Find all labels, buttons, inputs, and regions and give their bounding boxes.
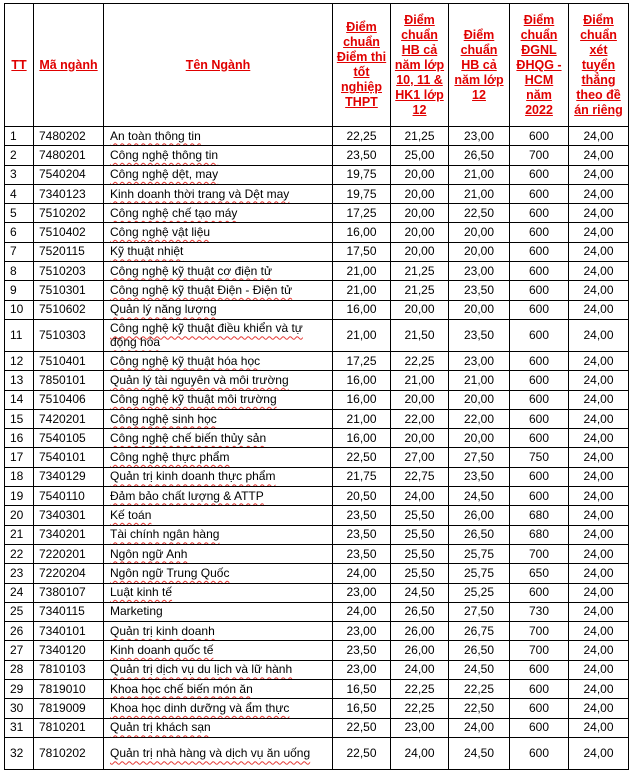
cell-hb-lop12: 21,00	[449, 184, 510, 203]
cell-tt: 8	[5, 262, 34, 281]
cell-thpt: 22,50	[333, 718, 391, 737]
cell-ma-nganh: 7480201	[34, 146, 104, 165]
cell-thpt: 16,00	[333, 429, 391, 448]
cell-thpt: 22,25	[333, 127, 391, 146]
cell-dgnl: 680	[510, 506, 569, 525]
cell-hb-lop12: 20,00	[449, 300, 510, 319]
cell-hb-lop12: 20,00	[449, 429, 510, 448]
cell-tt: 5	[5, 204, 34, 223]
cell-ten-nganh: Công nghệ sinh học	[104, 409, 333, 428]
cell-xet-thang: 24,00	[569, 641, 629, 660]
cell-xet-thang: 24,00	[569, 680, 629, 699]
table-row	[5, 583, 629, 602]
header-ten-nganh: Tên Ngành	[104, 4, 333, 127]
cell-dgnl: 600	[510, 127, 569, 146]
cell-tt: 31	[5, 718, 34, 737]
header-ma-nganh: Mã ngành	[34, 4, 104, 127]
cell-hb-lop12: 26,75	[449, 622, 510, 641]
cell-ten-nganh: An toàn thông tin	[104, 127, 333, 146]
cell-thpt: 21,00	[333, 262, 391, 281]
cell-hb-lop12: 26,50	[449, 641, 510, 660]
cell-ten-nganh: Quản lý năng lượng	[104, 300, 333, 319]
cell-ten-nganh: Ngôn ngữ Anh	[104, 544, 333, 563]
cell-tt: 18	[5, 467, 34, 486]
cell-ten-nganh: Quản trị dịch vụ du lịch và lữ hành	[104, 660, 333, 679]
cell-hb-3nam: 20,00	[391, 223, 449, 242]
cell-hb-lop12: 24,50	[449, 487, 510, 506]
cell-ten-nganh: Khoa học chế biến món ăn	[104, 680, 333, 699]
cell-hb-lop12: 20,00	[449, 390, 510, 409]
cell-ten-nganh: Khoa học dinh dưỡng và ẩm thực	[104, 699, 333, 718]
table-row	[5, 525, 629, 544]
cell-tt: 16	[5, 429, 34, 448]
cell-hb-3nam: 25,50	[391, 544, 449, 563]
cell-dgnl: 700	[510, 146, 569, 165]
cell-ten-nganh: Kỹ thuật nhiệt	[104, 242, 333, 261]
cell-tt: 22	[5, 544, 34, 563]
cell-thpt: 23,50	[333, 525, 391, 544]
cell-tt: 26	[5, 622, 34, 641]
cell-ten-nganh: Công nghệ thực phẩm	[104, 448, 333, 467]
cell-tt: 24	[5, 583, 34, 602]
cell-hb-lop12: 23,00	[449, 127, 510, 146]
cell-tt: 14	[5, 390, 34, 409]
cell-ma-nganh: 7340101	[34, 622, 104, 641]
table-row	[5, 165, 629, 184]
cell-ma-nganh: 7540110	[34, 487, 104, 506]
cell-hb-3nam: 21,25	[391, 281, 449, 300]
table-row	[5, 409, 629, 428]
cell-ma-nganh: 7510401	[34, 351, 104, 370]
cell-ten-nganh: Kinh doanh thời trang và Dệt may	[104, 184, 333, 203]
cell-hb-3nam: 20,00	[391, 242, 449, 261]
cell-ma-nganh: 7340120	[34, 641, 104, 660]
cell-xet-thang: 24,00	[569, 351, 629, 370]
cell-ma-nganh: 7510303	[34, 319, 104, 351]
cell-ma-nganh: 7810103	[34, 660, 104, 679]
cell-dgnl: 600	[510, 699, 569, 718]
cell-dgnl: 730	[510, 602, 569, 621]
cell-xet-thang: 24,00	[569, 281, 629, 300]
cell-ten-nganh: Công nghệ kỹ thuật môi trường	[104, 390, 333, 409]
cell-ma-nganh: 7480202	[34, 127, 104, 146]
cell-tt: 7	[5, 242, 34, 261]
cell-dgnl: 600	[510, 583, 569, 602]
cell-dgnl: 600	[510, 184, 569, 203]
cell-thpt: 23,50	[333, 146, 391, 165]
cell-dgnl: 750	[510, 448, 569, 467]
cell-ten-nganh: Quản trị khách sạn	[104, 718, 333, 737]
cell-ma-nganh: 7340301	[34, 506, 104, 525]
cell-ten-nganh: Tài chính ngân hàng	[104, 525, 333, 544]
cell-thpt: 21,00	[333, 319, 391, 351]
cell-thpt: 16,50	[333, 680, 391, 699]
cell-xet-thang: 24,00	[569, 487, 629, 506]
cell-ten-nganh: Kế toán	[104, 506, 333, 525]
cell-hb-3nam: 25,50	[391, 564, 449, 583]
cell-dgnl: 600	[510, 300, 569, 319]
cell-ma-nganh: 7810202	[34, 737, 104, 769]
cell-hb-3nam: 26,50	[391, 602, 449, 621]
cell-hb-lop12: 27,50	[449, 448, 510, 467]
cell-hb-lop12: 24,00	[449, 718, 510, 737]
cell-hb-lop12: 26,50	[449, 525, 510, 544]
cell-hb-lop12: 21,00	[449, 165, 510, 184]
cell-xet-thang: 24,00	[569, 319, 629, 351]
cell-xet-thang: 24,00	[569, 184, 629, 203]
cell-ten-nganh: Quản lý tài nguyên và môi trường	[104, 371, 333, 390]
cell-xet-thang: 24,00	[569, 146, 629, 165]
cell-xet-thang: 24,00	[569, 737, 629, 769]
cell-ten-nganh: Ngôn ngữ Trung Quốc	[104, 564, 333, 583]
cell-thpt: 23,00	[333, 660, 391, 679]
cell-ten-nganh: Luật kinh tế	[104, 583, 333, 602]
table-row	[5, 184, 629, 203]
cell-ma-nganh: 7220204	[34, 564, 104, 583]
cell-ten-nganh: Marketing	[104, 602, 333, 621]
cell-hb-lop12: 25,75	[449, 564, 510, 583]
cell-thpt: 16,00	[333, 371, 391, 390]
cell-xet-thang: 24,00	[569, 223, 629, 242]
cell-thpt: 23,00	[333, 583, 391, 602]
cell-dgnl: 600	[510, 319, 569, 351]
cell-thpt: 17,25	[333, 351, 391, 370]
cell-ma-nganh: 7510602	[34, 300, 104, 319]
cell-thpt: 23,50	[333, 506, 391, 525]
cell-xet-thang: 24,00	[569, 429, 629, 448]
cell-ma-nganh: 7819009	[34, 699, 104, 718]
cell-hb-3nam: 21,50	[391, 319, 449, 351]
cell-ma-nganh: 7510402	[34, 223, 104, 242]
header-xet-thang: Điểm chuẩn xét tuyển thẳng theo đề án riêng	[569, 4, 629, 127]
cell-ten-nganh: Công nghệ kỹ thuật Điện - Điện tử	[104, 281, 333, 300]
cell-xet-thang: 24,00	[569, 660, 629, 679]
cell-ma-nganh: 7340115	[34, 602, 104, 621]
cell-dgnl: 600	[510, 351, 569, 370]
cell-xet-thang: 24,00	[569, 262, 629, 281]
cell-hb-lop12: 26,00	[449, 506, 510, 525]
cell-tt: 20	[5, 506, 34, 525]
cell-dgnl: 600	[510, 429, 569, 448]
cell-hb-3nam: 24,00	[391, 737, 449, 769]
cell-hb-3nam: 22,25	[391, 351, 449, 370]
cell-hb-3nam: 22,75	[391, 467, 449, 486]
cell-dgnl: 600	[510, 718, 569, 737]
cell-hb-lop12: 23,00	[449, 262, 510, 281]
cell-hb-3nam: 23,00	[391, 718, 449, 737]
cell-xet-thang: 24,00	[569, 602, 629, 621]
cell-ma-nganh: 7510203	[34, 262, 104, 281]
cell-thpt: 23,50	[333, 544, 391, 563]
cell-hb-lop12: 22,50	[449, 699, 510, 718]
cell-tt: 9	[5, 281, 34, 300]
table-row	[5, 146, 629, 165]
cell-ma-nganh: 7510301	[34, 281, 104, 300]
cell-tt: 32	[5, 737, 34, 769]
cell-ma-nganh: 7510406	[34, 390, 104, 409]
cell-xet-thang: 24,00	[569, 371, 629, 390]
cell-ma-nganh: 7540105	[34, 429, 104, 448]
cell-hb-lop12: 27,50	[449, 602, 510, 621]
cell-thpt: 21,00	[333, 281, 391, 300]
cell-ma-nganh: 7340123	[34, 184, 104, 203]
table-row	[5, 544, 629, 563]
cell-hb-3nam: 26,00	[391, 641, 449, 660]
cell-tt: 30	[5, 699, 34, 718]
cell-xet-thang: 24,00	[569, 622, 629, 641]
cell-ma-nganh: 7520115	[34, 242, 104, 261]
table-row	[5, 242, 629, 261]
cell-xet-thang: 24,00	[569, 718, 629, 737]
table-row	[5, 448, 629, 467]
cell-ten-nganh: Công nghệ kỹ thuật hóa học	[104, 351, 333, 370]
table-row	[5, 564, 629, 583]
cell-tt: 3	[5, 165, 34, 184]
cell-xet-thang: 24,00	[569, 699, 629, 718]
cell-thpt: 23,50	[333, 641, 391, 660]
cell-hb-3nam: 20,00	[391, 390, 449, 409]
cell-xet-thang: 24,00	[569, 300, 629, 319]
cell-thpt: 16,00	[333, 223, 391, 242]
cell-xet-thang: 24,00	[569, 583, 629, 602]
table-row	[5, 371, 629, 390]
cell-dgnl: 600	[510, 680, 569, 699]
cell-dgnl: 600	[510, 371, 569, 390]
table-row	[5, 487, 629, 506]
cell-hb-lop12: 22,25	[449, 680, 510, 699]
cell-ma-nganh: 7810201	[34, 718, 104, 737]
cell-thpt: 20,50	[333, 487, 391, 506]
cell-hb-3nam: 21,25	[391, 262, 449, 281]
cell-tt: 2	[5, 146, 34, 165]
cell-ten-nganh: Đảm bảo chất lượng & ATTP	[104, 487, 333, 506]
cell-tt: 10	[5, 300, 34, 319]
cell-thpt: 22,50	[333, 448, 391, 467]
cell-thpt: 22,50	[333, 737, 391, 769]
cell-dgnl: 600	[510, 660, 569, 679]
cell-tt: 23	[5, 564, 34, 583]
cell-ma-nganh: 7850101	[34, 371, 104, 390]
cell-hb-3nam: 27,00	[391, 448, 449, 467]
header-row	[5, 4, 629, 127]
cell-dgnl: 700	[510, 622, 569, 641]
cell-ten-nganh: Quản trị kinh doanh	[104, 622, 333, 641]
cell-tt: 29	[5, 680, 34, 699]
table-row	[5, 737, 629, 769]
cell-ma-nganh: 7540101	[34, 448, 104, 467]
cell-dgnl: 680	[510, 525, 569, 544]
header-tt: TT	[5, 4, 34, 127]
cell-tt: 27	[5, 641, 34, 660]
cell-hb-3nam: 20,00	[391, 300, 449, 319]
cell-ten-nganh: Công nghệ vật liệu	[104, 223, 333, 242]
cell-ma-nganh: 7510202	[34, 204, 104, 223]
cell-ten-nganh: Công nghệ kỹ thuật điều khiển và tự động hóa	[104, 319, 333, 351]
cell-hb-lop12: 24,50	[449, 737, 510, 769]
cell-tt: 21	[5, 525, 34, 544]
cell-dgnl: 700	[510, 641, 569, 660]
table-row	[5, 319, 629, 351]
cell-thpt: 16,50	[333, 699, 391, 718]
cell-ma-nganh: 7220201	[34, 544, 104, 563]
cell-xet-thang: 24,00	[569, 467, 629, 486]
cell-dgnl: 600	[510, 262, 569, 281]
cell-tt: 12	[5, 351, 34, 370]
cell-hb-3nam: 24,50	[391, 583, 449, 602]
cell-hb-3nam: 25,50	[391, 525, 449, 544]
cell-dgnl: 600	[510, 204, 569, 223]
table-row	[5, 429, 629, 448]
cell-tt: 13	[5, 371, 34, 390]
cell-xet-thang: 24,00	[569, 448, 629, 467]
cell-hb-lop12: 23,50	[449, 467, 510, 486]
cell-thpt: 16,00	[333, 300, 391, 319]
table-row	[5, 300, 629, 319]
cell-hb-3nam: 25,50	[391, 506, 449, 525]
admission-scores-table	[4, 3, 629, 770]
cell-xet-thang: 24,00	[569, 242, 629, 261]
table-row	[5, 467, 629, 486]
cell-thpt: 19,75	[333, 184, 391, 203]
cell-dgnl: 600	[510, 223, 569, 242]
cell-hb-3nam: 20,00	[391, 204, 449, 223]
cell-tt: 1	[5, 127, 34, 146]
cell-ten-nganh: Kinh doanh quốc tế	[104, 641, 333, 660]
cell-tt: 6	[5, 223, 34, 242]
cell-ma-nganh: 7420201	[34, 409, 104, 428]
cell-tt: 28	[5, 660, 34, 679]
cell-hb-3nam: 22,25	[391, 680, 449, 699]
cell-hb-lop12: 25,25	[449, 583, 510, 602]
cell-ma-nganh: 7540204	[34, 165, 104, 184]
cell-dgnl: 600	[510, 165, 569, 184]
cell-hb-lop12: 25,75	[449, 544, 510, 563]
cell-xet-thang: 24,00	[569, 165, 629, 184]
cell-thpt: 19,75	[333, 165, 391, 184]
cell-hb-3nam: 20,00	[391, 165, 449, 184]
cell-hb-3nam: 20,00	[391, 429, 449, 448]
header-hb-lop12: Điểm chuẩn HB cả năm lớp 12	[449, 4, 510, 127]
cell-hb-lop12: 22,00	[449, 409, 510, 428]
cell-hb-lop12: 23,50	[449, 281, 510, 300]
table-row	[5, 390, 629, 409]
cell-xet-thang: 24,00	[569, 409, 629, 428]
cell-ten-nganh: Quản trị kinh doanh thực phẩm	[104, 467, 333, 486]
cell-hb-lop12: 20,00	[449, 242, 510, 261]
cell-dgnl: 600	[510, 390, 569, 409]
table-body	[5, 127, 629, 770]
cell-thpt: 21,00	[333, 409, 391, 428]
table-row	[5, 204, 629, 223]
cell-ten-nganh: Công nghệ thông tin	[104, 146, 333, 165]
header-thpt: Điểm chuẩn Điểm thi tốt nghiệp THPT	[333, 4, 391, 127]
cell-ten-nganh: Công nghệ chế tạo máy	[104, 204, 333, 223]
cell-hb-lop12: 23,50	[449, 319, 510, 351]
cell-hb-3nam: 22,00	[391, 409, 449, 428]
cell-thpt: 24,00	[333, 564, 391, 583]
header-dgnl: Điểm chuẩn ĐGNL ĐHQG -HCM năm 2022	[510, 4, 569, 127]
cell-dgnl: 650	[510, 564, 569, 583]
table-row	[5, 506, 629, 525]
cell-xet-thang: 24,00	[569, 544, 629, 563]
cell-hb-3nam: 21,00	[391, 371, 449, 390]
cell-dgnl: 600	[510, 242, 569, 261]
cell-hb-lop12: 24,50	[449, 660, 510, 679]
table-row	[5, 699, 629, 718]
cell-ma-nganh: 7380107	[34, 583, 104, 602]
cell-xet-thang: 24,00	[569, 525, 629, 544]
table-row	[5, 622, 629, 641]
cell-xet-thang: 24,00	[569, 506, 629, 525]
cell-tt: 17	[5, 448, 34, 467]
cell-dgnl: 600	[510, 281, 569, 300]
table-row	[5, 281, 629, 300]
cell-dgnl: 600	[510, 467, 569, 486]
cell-hb-3nam: 24,00	[391, 660, 449, 679]
cell-thpt: 23,00	[333, 622, 391, 641]
cell-hb-lop12: 21,00	[449, 371, 510, 390]
cell-hb-3nam: 24,00	[391, 487, 449, 506]
cell-thpt: 24,00	[333, 602, 391, 621]
cell-ten-nganh: Công nghệ chế biến thủy sản	[104, 429, 333, 448]
cell-hb-lop12: 20,00	[449, 223, 510, 242]
cell-ten-nganh: Quản trị nhà hàng và dịch vụ ăn uống	[104, 737, 333, 769]
cell-xet-thang: 24,00	[569, 390, 629, 409]
cell-hb-3nam: 25,00	[391, 146, 449, 165]
cell-tt: 15	[5, 409, 34, 428]
cell-hb-3nam: 20,00	[391, 184, 449, 203]
cell-ten-nganh: Công nghệ kỹ thuật cơ điện tử	[104, 262, 333, 281]
cell-xet-thang: 24,00	[569, 204, 629, 223]
table-row	[5, 680, 629, 699]
cell-thpt: 17,25	[333, 204, 391, 223]
table-row	[5, 660, 629, 679]
cell-hb-3nam: 21,25	[391, 127, 449, 146]
cell-ma-nganh: 7340129	[34, 467, 104, 486]
cell-hb-lop12: 22,50	[449, 204, 510, 223]
table-row	[5, 718, 629, 737]
cell-ma-nganh: 7340201	[34, 525, 104, 544]
table-row	[5, 223, 629, 242]
cell-xet-thang: 24,00	[569, 127, 629, 146]
cell-ten-nganh: Công nghệ dệt, may	[104, 165, 333, 184]
cell-thpt: 17,50	[333, 242, 391, 261]
table-row	[5, 602, 629, 621]
cell-dgnl: 600	[510, 737, 569, 769]
header-hb-3nam: Điểm chuẩn HB cả năm lớp 10, 11 & HK1 lớp 12	[391, 4, 449, 127]
cell-thpt: 21,75	[333, 467, 391, 486]
table-row	[5, 351, 629, 370]
cell-thpt: 16,00	[333, 390, 391, 409]
cell-hb-lop12: 23,00	[449, 351, 510, 370]
cell-hb-3nam: 22,25	[391, 699, 449, 718]
cell-tt: 25	[5, 602, 34, 621]
table-row	[5, 262, 629, 281]
table-row	[5, 127, 629, 146]
cell-hb-3nam: 26,00	[391, 622, 449, 641]
table-row	[5, 641, 629, 660]
cell-tt: 19	[5, 487, 34, 506]
cell-dgnl: 700	[510, 544, 569, 563]
cell-hb-lop12: 26,50	[449, 146, 510, 165]
cell-tt: 4	[5, 184, 34, 203]
cell-dgnl: 600	[510, 487, 569, 506]
cell-ma-nganh: 7819010	[34, 680, 104, 699]
cell-xet-thang: 24,00	[569, 564, 629, 583]
cell-tt: 11	[5, 319, 34, 351]
cell-dgnl: 600	[510, 409, 569, 428]
